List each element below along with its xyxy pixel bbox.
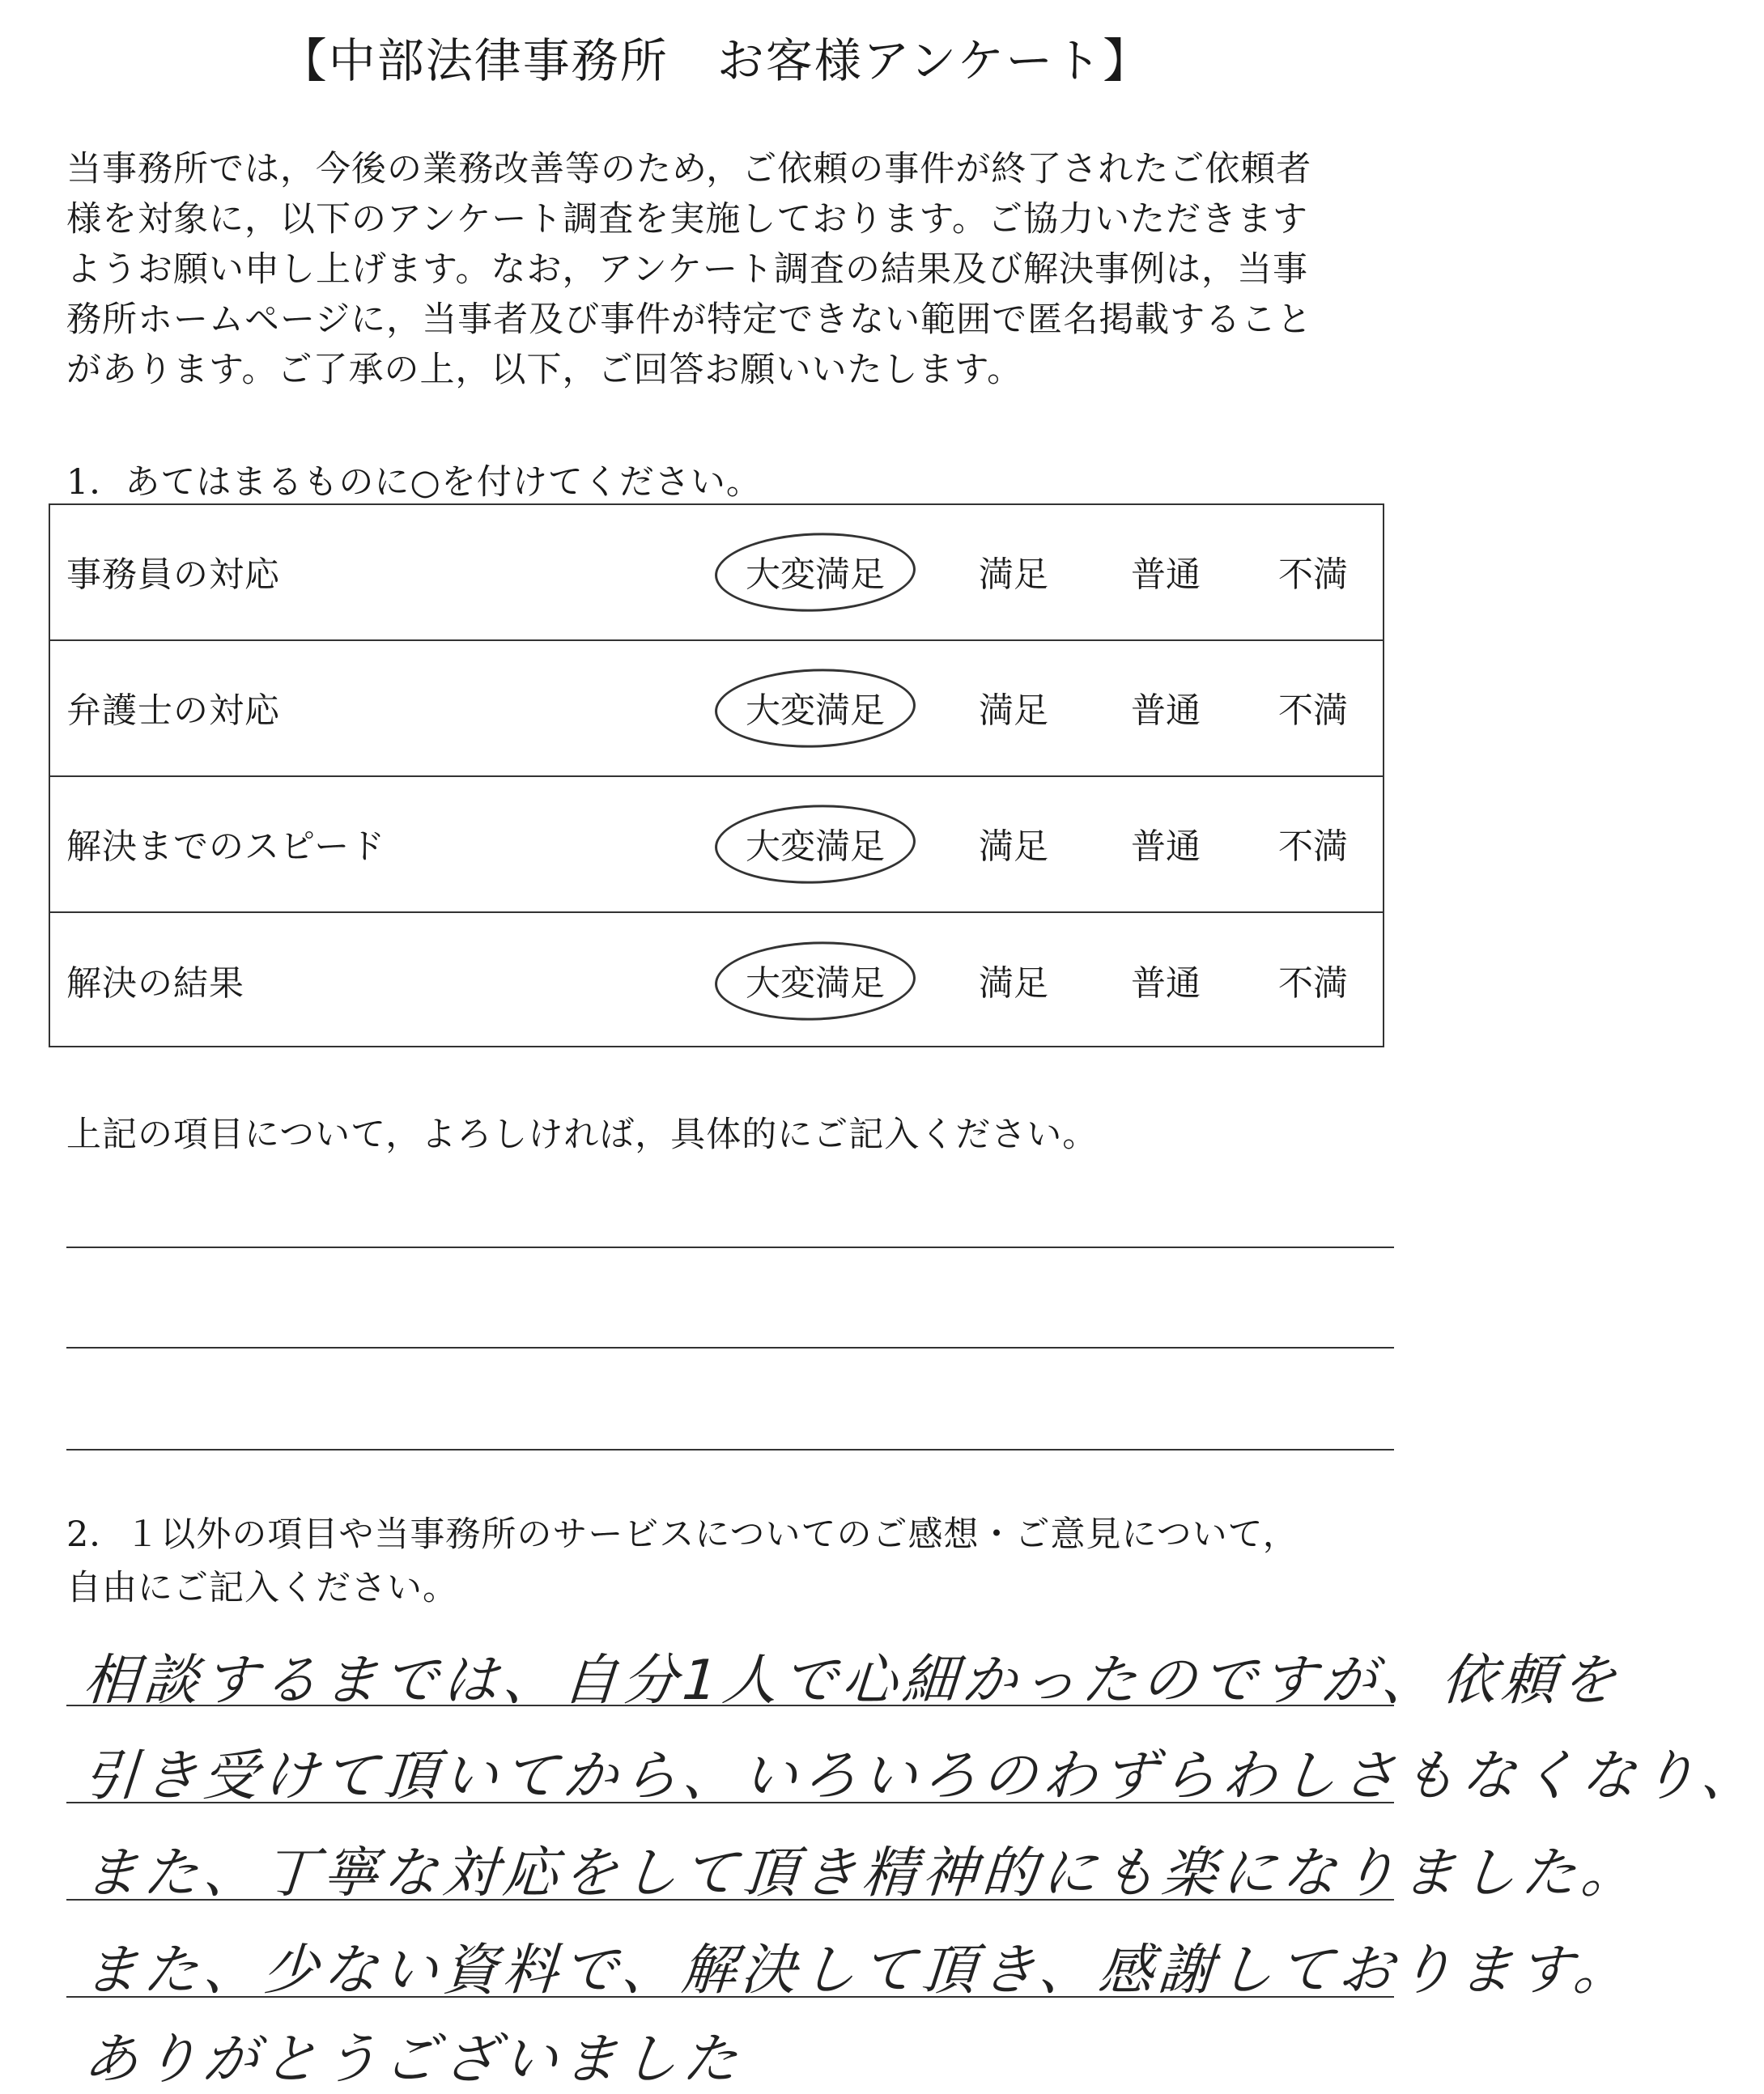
intro-line: ようお願い申し上げます。なお，アンケート調査の結果及び解決事例は，当事 (66, 249, 1308, 290)
intro-line: 当事務所では，今後の業務改善等のため，ご依頼の事件が終了されたご依頼者 (66, 149, 1312, 189)
survey-title: 【中部法律事務所 お客様アンケート】 (279, 33, 1152, 88)
rating-row-lawyer (50, 641, 1383, 777)
row-label: 解決までのスピード (66, 826, 386, 868)
answer-line (66, 1996, 1394, 1998)
handwritten-answer-line: また、丁寧な対応をして頂き精神的にも楽になりました。 (81, 1841, 1643, 1905)
rating-row-staff (50, 505, 1383, 641)
option-very-satisfied[interactable]: 大変満足 (729, 537, 901, 609)
question-2-heading-cont: 自由にご記入ください。 (66, 1568, 458, 1608)
comment-prompt: 上記の項目について，よろしければ，具体的にご記入ください。 (66, 1115, 1099, 1155)
option-normal[interactable]: 普通 (1131, 554, 1201, 596)
intro-line: 様を対象に，以下のアンケート調査を実施しております。ご協力いただきます (66, 199, 1308, 240)
option-dissatisfied[interactable]: 不満 (1278, 963, 1348, 1005)
option-normal[interactable]: 普通 (1131, 826, 1201, 868)
blank-answer-line[interactable] (66, 1449, 1394, 1451)
option-very-satisfied[interactable]: 大変満足 (729, 809, 901, 881)
option-satisfied[interactable]: 満足 (979, 826, 1048, 868)
question-2-heading: 2．１以外の項目や当事務所のサービスについてのご感想・ご意見について， (66, 1514, 1299, 1555)
blank-answer-line[interactable] (66, 1347, 1394, 1349)
question-1-heading: 1．あてはまるものに○を付けてください。 (66, 462, 762, 503)
rating-table (49, 503, 1384, 1047)
intro-line: があります。ご了承の上，以下，ご回答お願いいたします。 (66, 350, 1023, 390)
rating-row-result (50, 913, 1383, 1049)
option-satisfied[interactable]: 満足 (979, 554, 1048, 596)
row-label: 事務員の対応 (66, 554, 280, 596)
option-dissatisfied[interactable]: 不満 (1278, 554, 1348, 596)
handwritten-answer-line: また、少ない資料で、解決して頂き、感謝しております。 (81, 1939, 1636, 2003)
rating-row-speed (50, 777, 1383, 913)
option-normal[interactable]: 普通 (1131, 690, 1201, 732)
handwritten-answer-line: ありがとうございました (81, 2028, 745, 2092)
intro-line: 務所ホームページに，当事者及び事件が特定できない範囲で匿名掲載すること (66, 299, 1313, 340)
option-dissatisfied[interactable]: 不満 (1278, 826, 1348, 868)
handwritten-answer-line: 引き受けて頂いてから、いろいろのわずらわしさもなくなり、 (81, 1744, 1763, 1808)
answer-line (66, 1802, 1394, 1803)
blank-answer-line[interactable] (66, 1247, 1394, 1248)
option-satisfied[interactable]: 満足 (979, 690, 1048, 732)
handwritten-answer-line: 相談するまでは、自分1人で心細かったのですが、依頼を (81, 1649, 1623, 1713)
answer-line (66, 1705, 1394, 1706)
option-satisfied[interactable]: 満足 (979, 963, 1048, 1005)
option-normal[interactable]: 普通 (1131, 963, 1201, 1005)
answer-line (66, 1899, 1394, 1901)
row-label: 弁護士の対応 (66, 690, 280, 732)
option-very-satisfied[interactable]: 大変満足 (729, 945, 901, 1017)
intro-paragraph (66, 144, 1394, 395)
option-very-satisfied[interactable]: 大変満足 (729, 673, 901, 745)
option-dissatisfied[interactable]: 不満 (1278, 690, 1348, 732)
row-label: 解決の結果 (66, 963, 244, 1005)
